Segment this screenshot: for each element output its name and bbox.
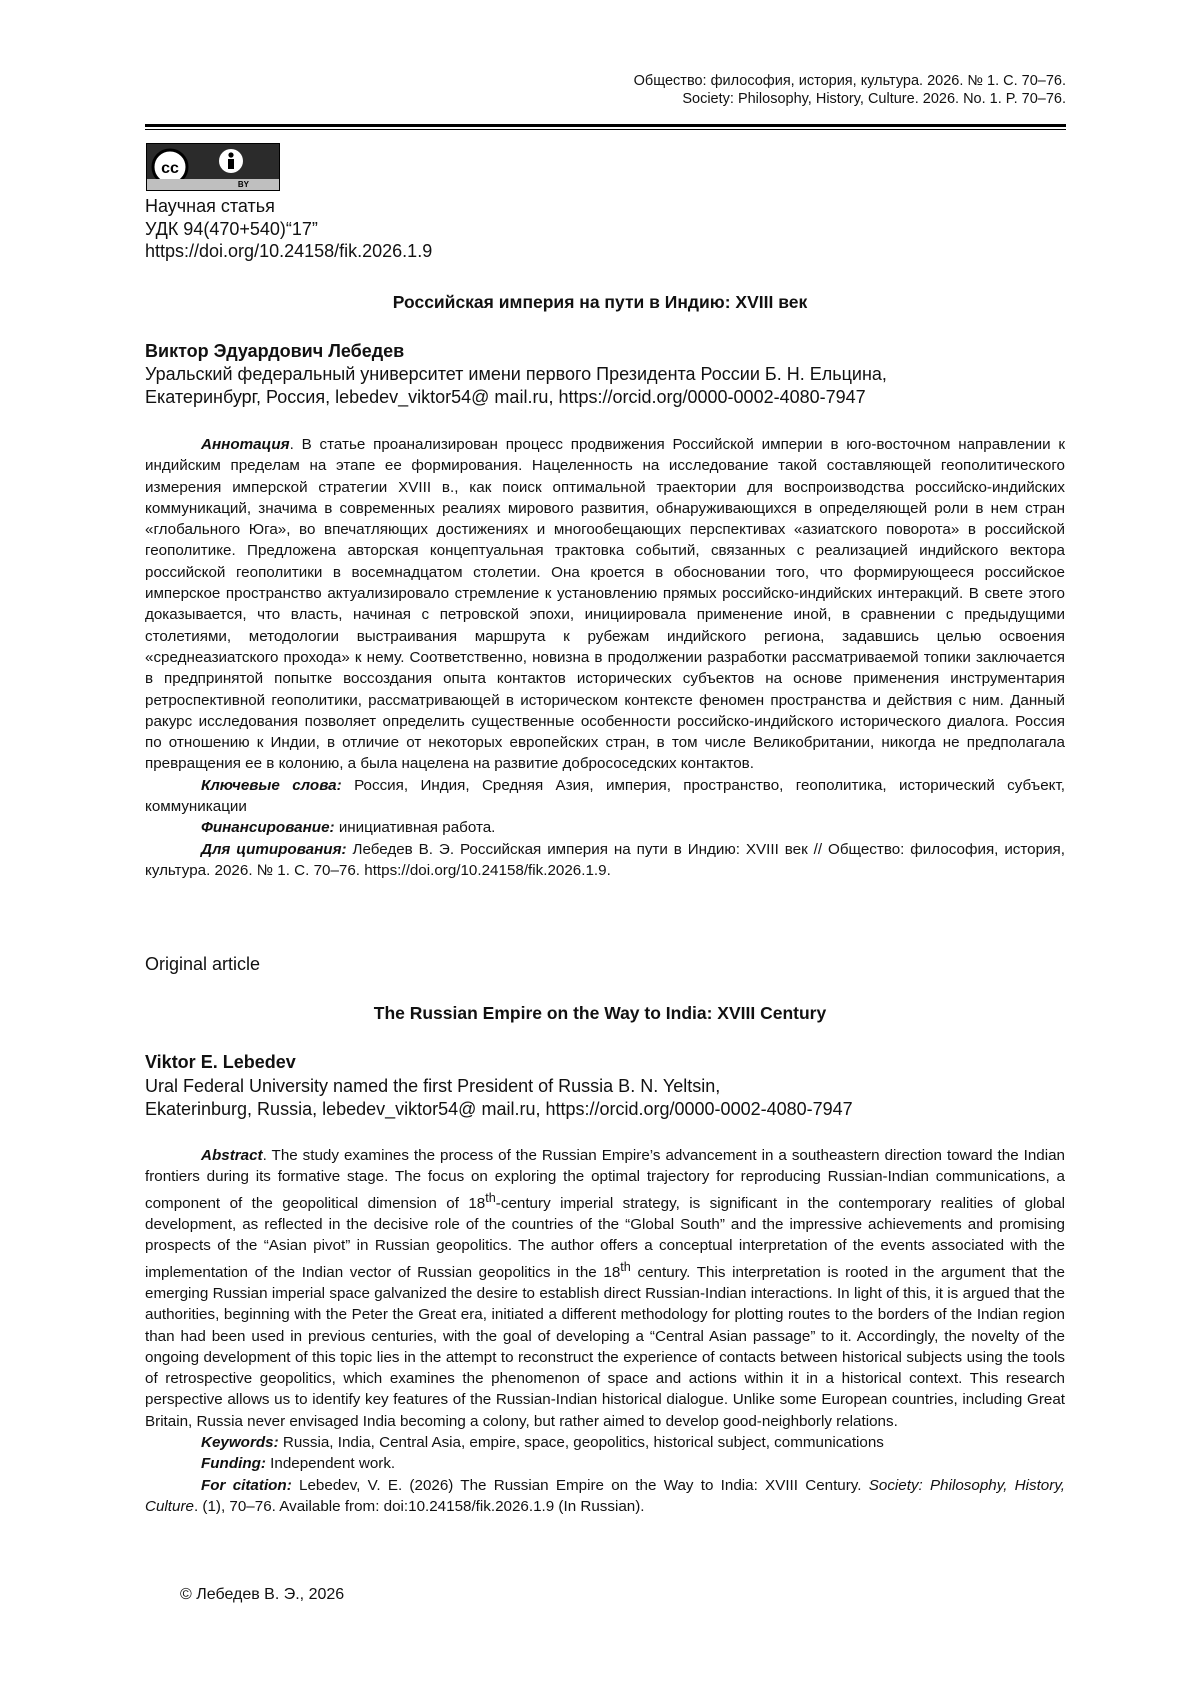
abstract-label: Abstract	[201, 1147, 263, 1164]
citation-en	[145, 1475, 1065, 1518]
doi-link[interactable]: https://doi.org/10.24158/fik.2026.1.9	[145, 241, 433, 261]
keywords-text: Россия, Индия, Средняя Азия, империя, пространство, геополитика, исторический субъект, коммуникации	[145, 776, 1065, 816]
citation-text: Лебедев В. Э. Российская империя на пути в Индию: XVIII век // Общество: философия, история, культура. 2026. № 1. С. 70–76. https://doi.org/10.24158/fik.2026.1.9.	[145, 840, 1065, 879]
funding-text: Independent work.	[265, 1455, 396, 1473]
superscript: th	[485, 1190, 496, 1205]
article-type-ru: Научная статья	[145, 196, 275, 216]
license-band	[147, 179, 279, 190]
article-meta	[145, 195, 432, 263]
article-title-en: The Russian Empire on the Way to India: XVIII Century	[373, 1003, 827, 1023]
copyright-notice: © Лебедев В. Э., 2026	[180, 1586, 345, 1603]
author-name-ru: Виктор Эдуардович Лебедев	[145, 341, 405, 361]
citation-journal: Society: Philosophy, History, Culture	[145, 1476, 1066, 1515]
author-name-en: Viktor E. Lebedev	[145, 1052, 296, 1072]
abstract-en	[145, 1145, 1065, 1432]
abstract-block-en	[145, 1145, 1065, 1517]
abstract-ru	[145, 434, 1065, 775]
abstract-text: century. This interpretation is rooted in the argument that the emerging Russian imperial space galvanized the desire to establish direct Russian-Indian interactions. In light of this, it is argued that the authorities, beginning with the Peter the Great era, initiated a different methodology for plotting routes to the borders of the Indian region than had been used in previous centuries, with the goal of developing a “Central Asian passage” to it. Accordingly, the novelty of the ongoing development of this topic lies in the attempt to reconstruct the experience of contacts between historical subjects using the tools of retrospective geopolitics, which examines the phenomenon of space and actions within it in a historical context. This research perspective allows us to identify key features of the Russian-Indian historical dialogue. Unlike some European countries, including Great Britain, Russia never envisaged India becoming a colony, but rather aimed to develop good-neighborly relations.	[145, 1263, 1065, 1430]
citation-label: Для цитирования:	[201, 840, 347, 858]
superscript: th	[620, 1259, 631, 1274]
citation-text: . (1), 70–76. Available from: doi:10.24158/fik.2026.1.9 (In Russian).	[193, 1497, 645, 1515]
header-rule-thick	[145, 124, 1066, 127]
citation-ru	[145, 839, 1065, 882]
author-affiliation-en	[145, 1075, 853, 1121]
cc-by-license-badge[interactable]	[146, 143, 280, 191]
affiliation-line: Уральский федеральный университет имени первого Президента России Б. Н. Ельцина,	[145, 364, 887, 384]
abstract-text: -century imperial strategy, is significant in the contemporary realities of global development, as reflected in the decisive role of the countries of the “Global South” and the impressive achievements and promising prospects of the “Asian pivot” in Russian geopolitics. The author offers a conceptual interpretation of the events associated with the implementation of the Indian vector of Russian geopolitics in the 18	[145, 1194, 1065, 1281]
affiliation-contact-line: Екатеринбург, Россия, lebedev_viktor54@ mail.ru, https://orcid.org/0000-0002-4080-7947	[145, 387, 866, 407]
author-affiliation-ru	[145, 363, 887, 409]
header-citation-en: Society: Philosophy, History, Culture. 2026. No. 1. P. 70–76.	[682, 91, 1066, 107]
affiliation-contact-line: Ekaterinburg, Russia, lebedev_viktor54@ mail.ru, https://orcid.org/0000-0002-4080-7947	[145, 1099, 853, 1119]
citation-label: For citation:	[201, 1476, 292, 1494]
abstract-text: . В статье проанализирован процесс продвижения Российской империи в юго-восточном направлении к индийским пределам на этапе ее формирования. Нацеленность на исследование такой составляющей геополитического измерения имперской стратегии XVIII в., как поиск оптимальной траектории для воспроизводства российско-индийских коммуникаций, значима в современных реалиях мирового развития, обнаруживающихся в определяющей роли в нем стран «глобального Юга», во впечатляющих достижениях и многообещающих перспективах «азиатского поворота» в российской геополитике. Предложена авторская концептуальная трактовка событий, связанных с реализацией индийского вектора российской геополитики в восемнадцатом столетии. Она кроется в обосновании того, что формирующееся российское имперское пространство актуализировало стремление к установлению прямых российско-индийских интеракций. В свете этого доказывается, что власть, начиная с петровской эпохи, инициировала применение иной, в сравнении с предыдущими столетиями, методологии выстраивания маршрута к рубежам индийского региона, задавшись целью освоения «среднеазиатского прохода» к нему. Соответственно, новизна в продолжении разработки рассматриваемой топики заключается в предпринятой попытке воссоздания опыта контактов исторических субъектов на основе применения инструментария ретроспективной геополитики, рассматривающей в историческом контексте феномен пространства и действия с ним. Данный ракурс исследования позволяет определить существенные особенности российско-индийского исторического диалога. Россия по отношению к Индии, в отличие от некоторых европейских стран, в том числе Великобритании, никогда не предполагала превращения ее в колонию, а была нацелена на развитие добрососедских контактов.	[145, 436, 1065, 773]
abstract-text: . The study examines the process of the Russian Empire’s advancement in a southeastern direction toward the Indian frontiers during its formative stage. The focus on exploring the optimal trajectory for reproducing Russian-Indian communications, a component of the geopolitical dimension of 18	[145, 1147, 1065, 1212]
header-rule-thin	[145, 129, 1066, 130]
keywords-ru	[145, 775, 1065, 818]
affiliation-line: Ural Federal University named the first President of Russia B. N. Yeltsin,	[145, 1076, 721, 1096]
article-title-ru: Российская империя на пути в Индию: XVIII век	[392, 292, 808, 312]
abstract-label: Аннотация	[201, 436, 290, 453]
license-label: BY	[237, 180, 249, 189]
article-type-en: Original article	[145, 954, 261, 974]
keywords-text: Russia, India, Central Asia, empire, space, geopolitics, historical subject, communications	[278, 1433, 884, 1451]
funding-ru	[145, 817, 1065, 838]
funding-text: инициативная работа.	[334, 819, 496, 837]
keywords-label: Ключевые слова:	[201, 776, 342, 794]
citation-text: Lebedev, V. E. (2026) The Russian Empire on the Way to India: XVIII Century.	[291, 1476, 869, 1494]
svg-text:cc: cc	[161, 160, 179, 177]
funding-en	[145, 1453, 1065, 1474]
funding-label: Финансирование:	[201, 819, 335, 837]
abstract-block-ru	[145, 434, 1065, 881]
running-header	[634, 72, 1066, 108]
keywords-label: Keywords:	[201, 1433, 279, 1451]
keywords-en	[145, 1432, 1065, 1453]
header-citation-ru: Общество: философия, история, культура. 2026. № 1. С. 70–76.	[633, 73, 1066, 89]
funding-label: Funding:	[201, 1455, 266, 1473]
udc-code: УДК 94(470+540)“17”	[145, 218, 318, 239]
